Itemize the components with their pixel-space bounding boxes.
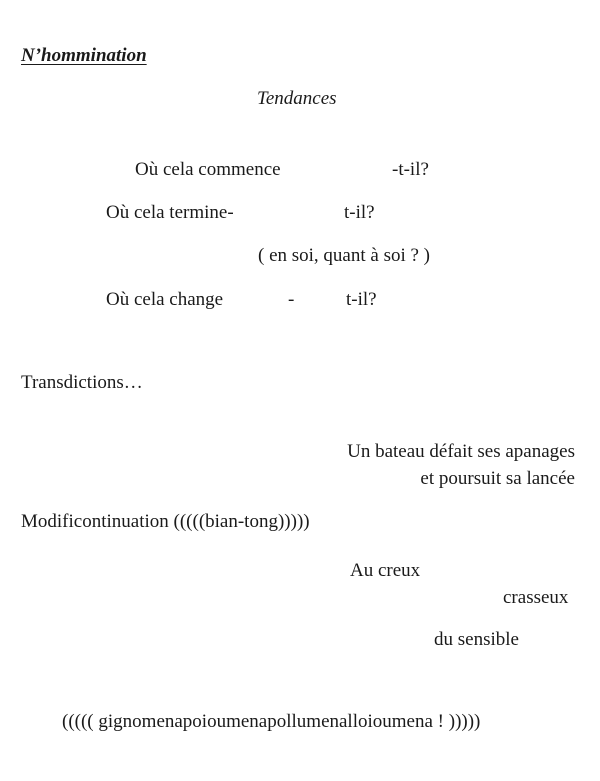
creux-line-1: Au creux: [350, 560, 421, 581]
boat-line-1: Un bateau défait ses apanages: [347, 441, 575, 462]
modificontinuation-line: Modificontinuation (((((bian-tong))))): [21, 511, 310, 532]
question-3-end: t-il?: [346, 289, 377, 310]
question-3-start: Où cela change: [106, 289, 224, 310]
subtitle: Tendances: [257, 88, 337, 109]
question-1-end: -t-il?: [392, 159, 429, 180]
creux-line-3: du sensible: [434, 629, 519, 650]
creux-line-2: crasseux: [503, 587, 569, 608]
question-3-dash: -: [288, 289, 295, 310]
question-1-start: Où cela commence: [135, 159, 281, 180]
aside-parenthetical: ( en soi, quant à soi ? ): [258, 245, 431, 266]
question-2-end: t-il?: [344, 202, 375, 223]
final-line: ((((( gignomenapoioumenapollumenalloioumena ! ))))): [62, 711, 481, 732]
boat-line-2: et poursuit sa lancée: [420, 468, 575, 489]
page-title: N’hommination: [21, 45, 147, 66]
question-2-start: Où cela termine-: [106, 202, 234, 223]
transdictions-line: Transdictions…: [21, 372, 143, 393]
